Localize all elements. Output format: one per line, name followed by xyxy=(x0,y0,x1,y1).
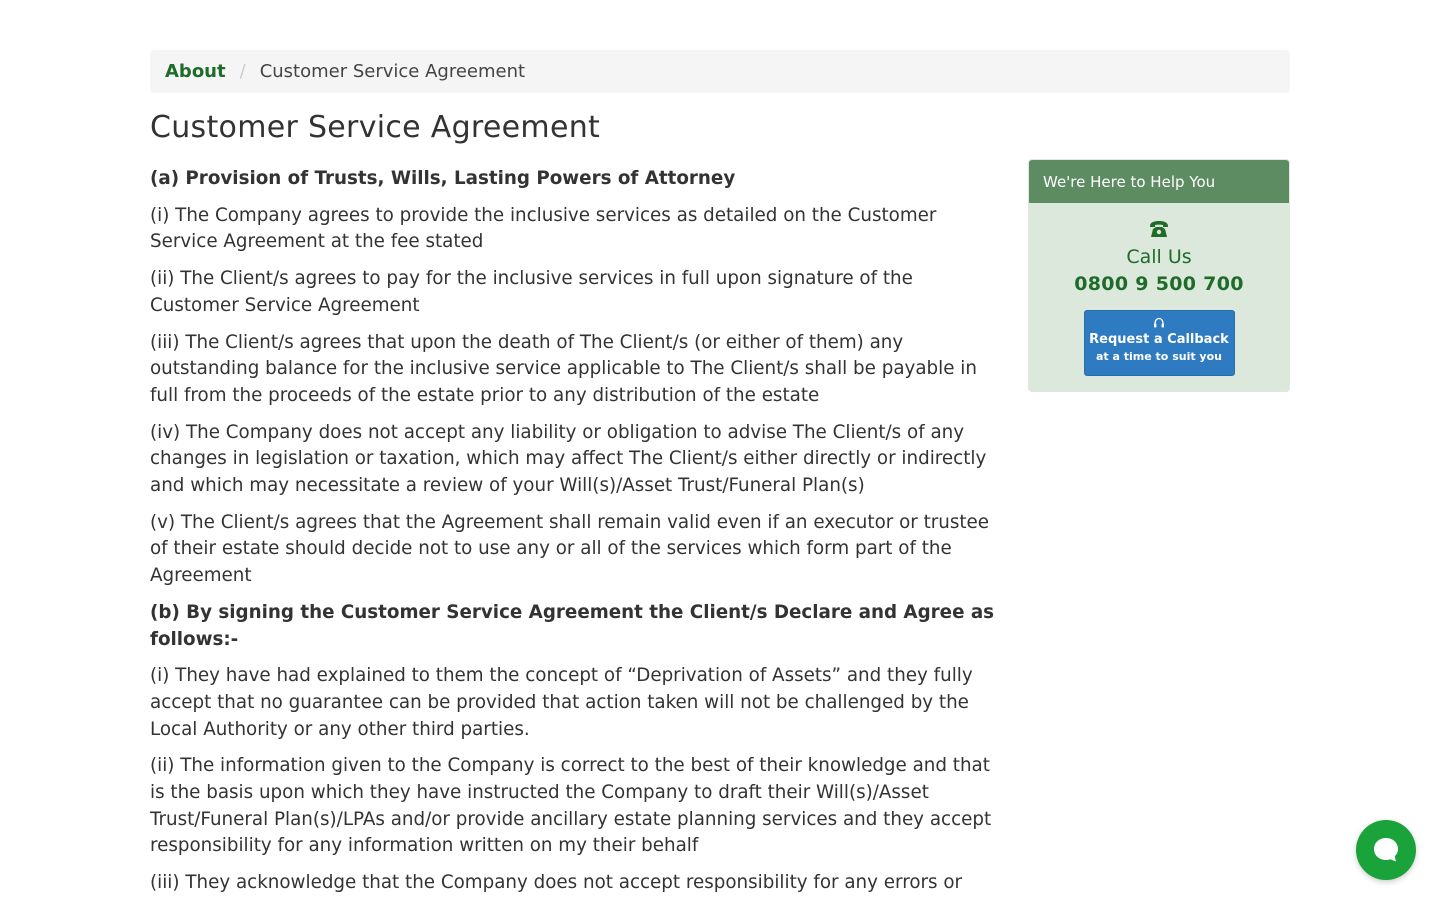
section-b-heading: (b) By signing the Customer Service Agreement the Client/s Declare and Agree as follows:- xyxy=(150,601,995,650)
phone-number[interactable]: 0800 9 500 700 xyxy=(1074,273,1244,295)
chat-launcher-button[interactable] xyxy=(1356,820,1416,880)
section-a-clause-iv: (iv) The Company does not accept any liability or obligation to advise The Client/s of any changes in legislation or taxation, which may affect The Client/s either directly or indirectly and which may necessitate a review of your Will(s)/Asset Trust/Funeral Plan(s) xyxy=(150,421,987,497)
section-a-clause-i: (i) The Company agrees to provide the inclusive services as detailed on the Customer Service Agreement at the fee stated xyxy=(150,204,937,253)
section-a-clause-v: (v) The Client/s agrees that the Agreement shall remain valid even if an executor or trustee of their estate should decide not to use any or all of the services which form part of the Agreement xyxy=(150,511,990,587)
section-a-clause-iii: (iii) The Client/s agrees that upon the death of The Client/s (or either of them) any outstanding balance for the inclusive service applicable to The Client/s shall be payable in full from the proceeds of the estate prior to any distribution of the estate xyxy=(150,331,977,406)
section-b-clause-ii: (ii) The information given to the Company is correct to the best of their knowledge and that is the basis upon which they have instructed the Company to draft their Will(s)/Asset Trust/Funeral Plan(s)/LPAs and/or provide ancillary estate planning services and they accept responsibility for any information written on my their behalf xyxy=(150,755,992,857)
headset-icon xyxy=(1153,317,1165,329)
phone-icon xyxy=(1148,219,1170,239)
request-callback-button[interactable] xyxy=(1084,310,1235,376)
breadcrumb-link-about[interactable]: About xyxy=(165,61,226,82)
page-title: Customer Service Agreement xyxy=(150,110,601,145)
breadcrumb-current: Customer Service Agreement xyxy=(259,61,526,82)
page-container xyxy=(150,50,1290,894)
help-panel-heading: We're Here to Help You xyxy=(1029,160,1289,203)
breadcrumb-separator: / xyxy=(239,61,246,82)
breadcrumb xyxy=(150,50,1290,93)
agreement-content xyxy=(150,166,1000,907)
section-b-clause-i: (i) They have had explained to them the concept of “Deprivation of Assets” and they fully accept that no guarantee can be provided that action taken will not be challenged by the Local Authority or any other third parties. xyxy=(150,665,973,740)
help-panel-body xyxy=(1029,203,1289,391)
chat-icon xyxy=(1371,835,1401,865)
section-a-clause-ii: (ii) The Client/s agrees to pay for the inclusive services in full upon signature of the Customer Service Agreement xyxy=(150,268,913,316)
section-b-clause-iii: (iii) They acknowledge that the Company does not accept responsibility for any errors or xyxy=(150,872,963,894)
callback-sublabel: at a time to suit you xyxy=(1096,350,1222,363)
section-a-heading: (a) Provision of Trusts, Wills, Lasting Powers of Attorney xyxy=(150,168,736,189)
callback-label: Request a Callback xyxy=(1089,332,1229,347)
help-panel xyxy=(1028,159,1290,392)
call-us-label: Call Us xyxy=(1126,246,1192,268)
